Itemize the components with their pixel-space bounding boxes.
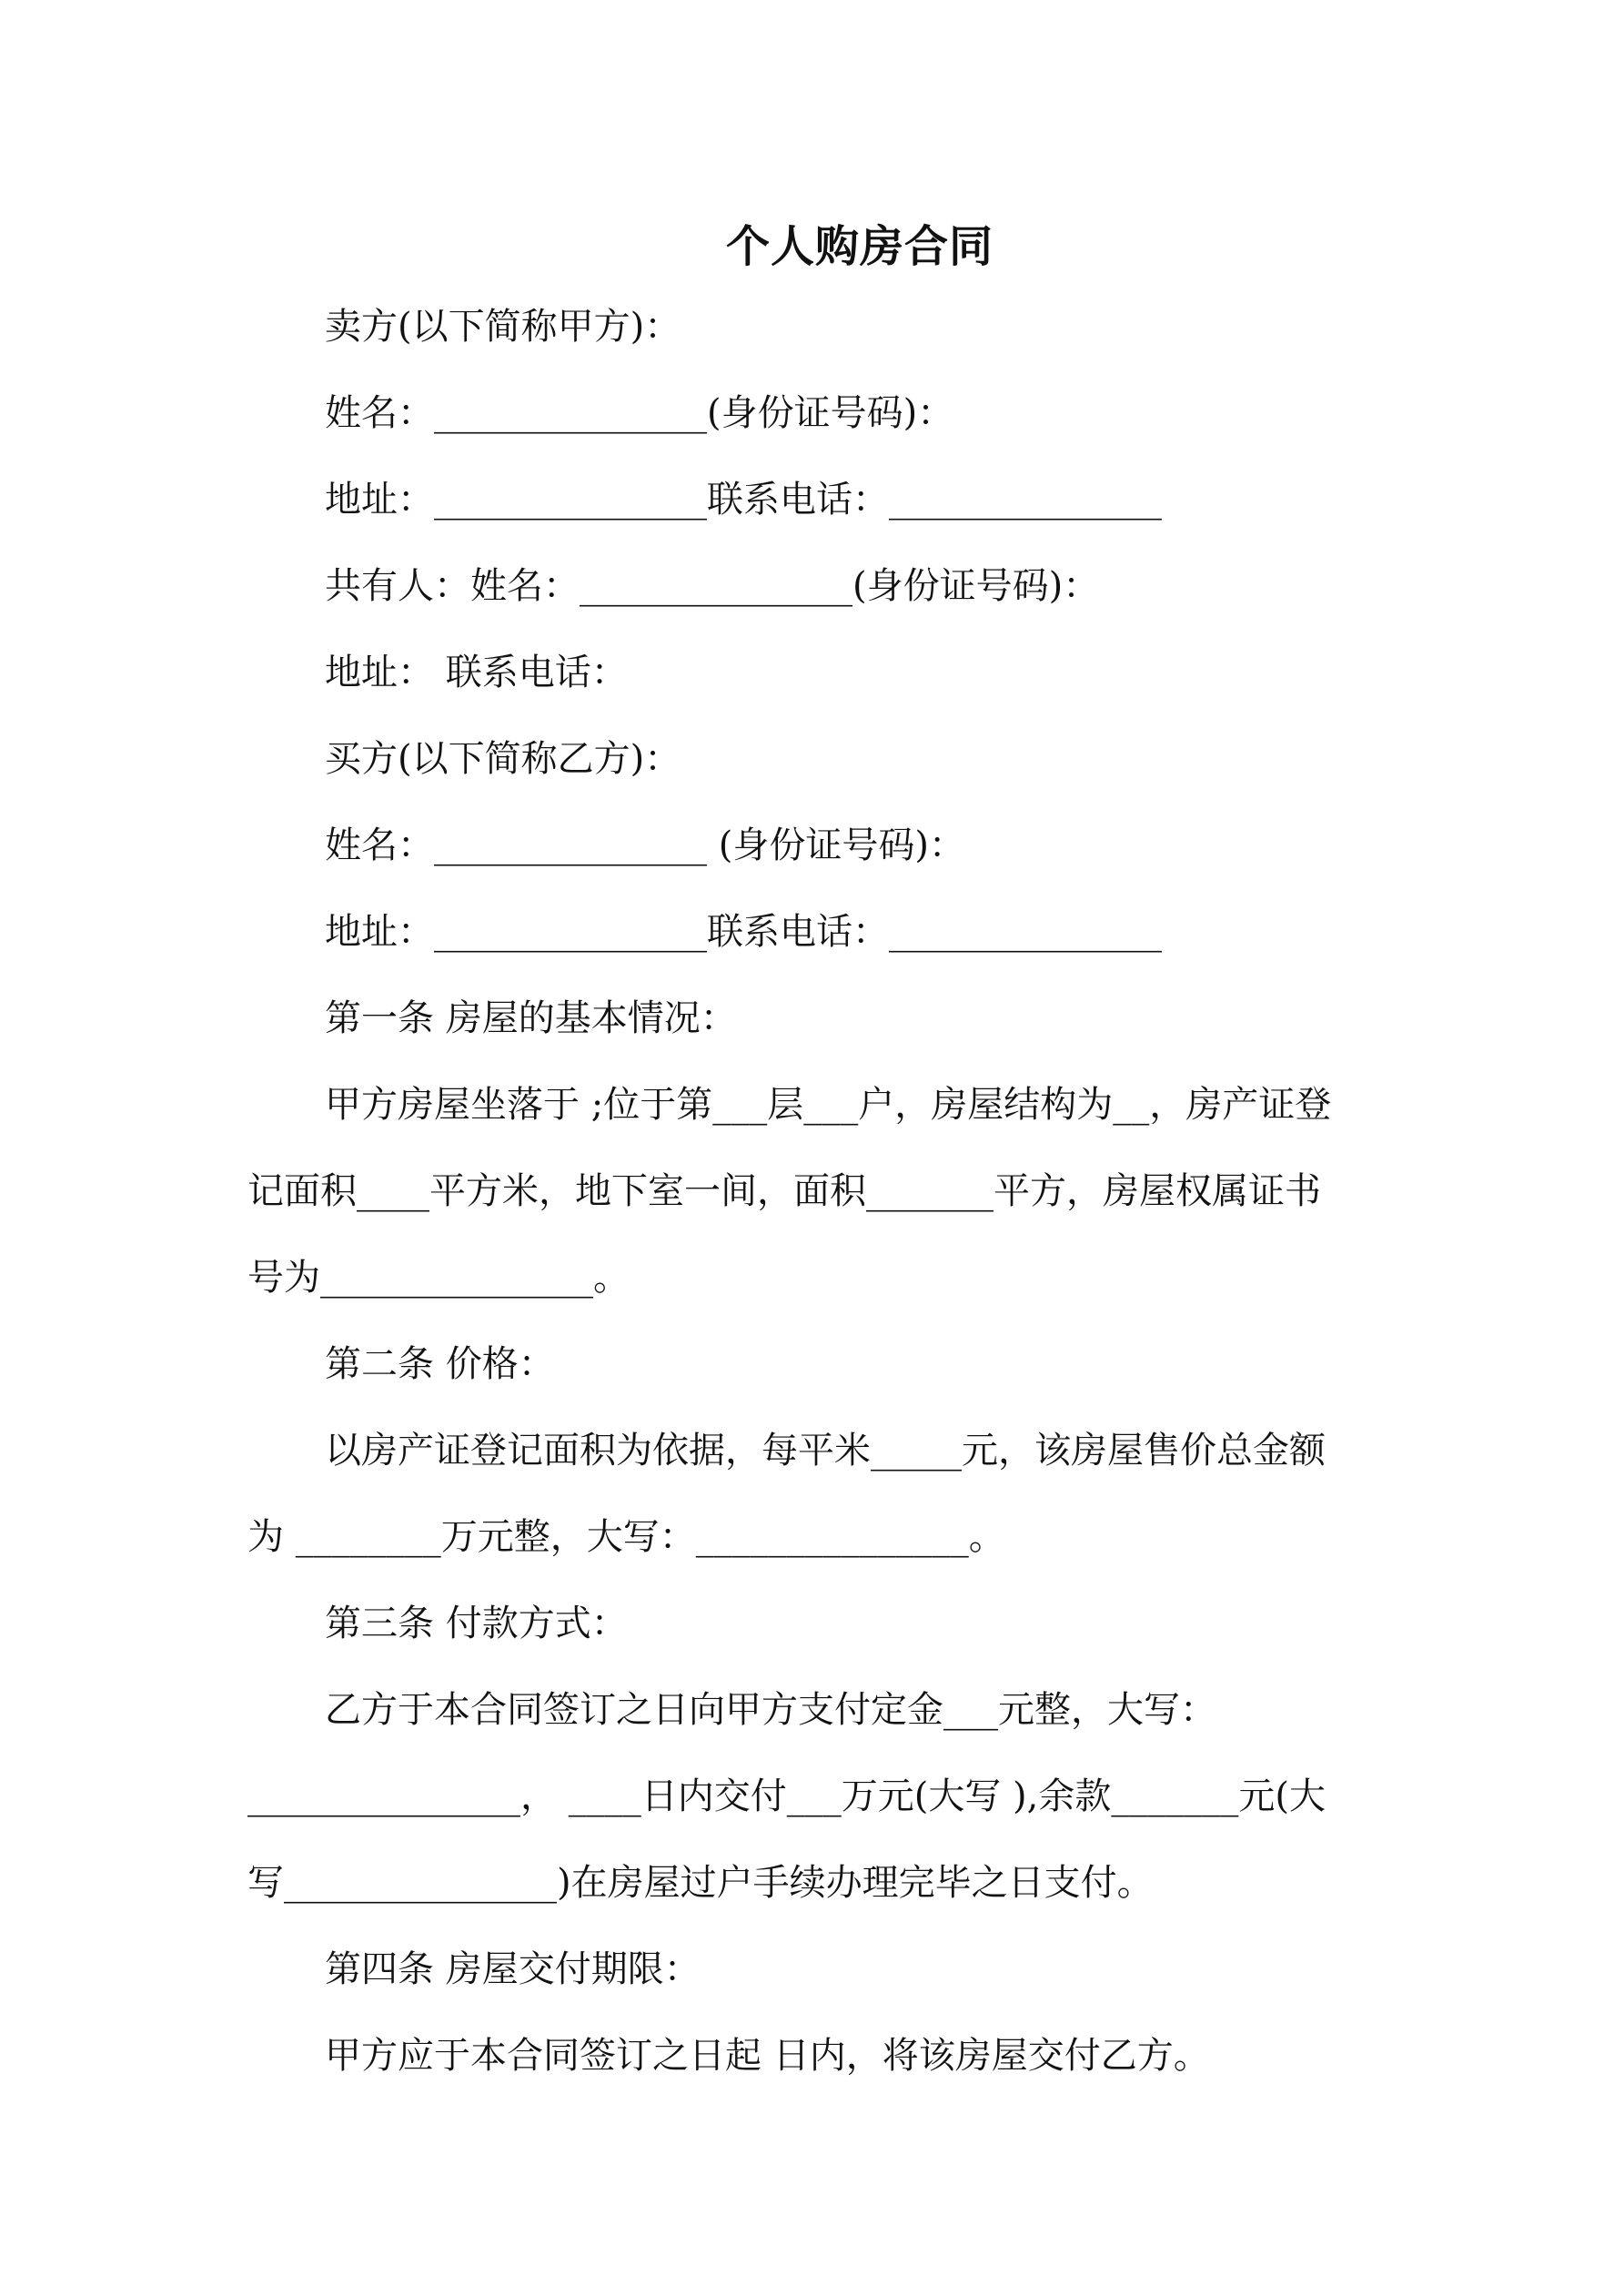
buyer-name-line: 姓名：_______________ (身份证号码)：: [325, 824, 965, 866]
article-1-text-2: 记面积____平方米，地下室一间，面积_______平方，房屋权属证书: [247, 1170, 1321, 1212]
seller-address-line: 地址：_______________联系电话：_______________: [325, 479, 1162, 521]
co-owner-address-line: 地址： 联系电话：: [325, 652, 628, 693]
article-3-paragraph-line-2: [247, 1775, 1387, 1818]
seller-name-line: 姓名：_______________(身份证号码)：: [325, 392, 954, 434]
article-1-paragraph-line-2: [247, 1169, 1387, 1213]
article-3-paragraph-line-3: 写_______________)在房屋过户手续办理完毕之日支付。: [247, 1862, 1154, 1904]
article-1-text-1: 甲方房屋坐落于 ;位于第___层___户，房屋结构为__，房产证登: [325, 1084, 1332, 1126]
article-1-paragraph-line-1: [325, 1083, 1387, 1127]
buyer-address-line: 地址：_______________联系电话：_______________: [325, 911, 1162, 953]
article-4-heading: 第四条 房屋交付期限：: [325, 1948, 701, 1990]
co-owner-name-line: 共有人：姓名：_______________(身份证号码)：: [325, 565, 1100, 607]
article-1-paragraph-line-3: 号为_______________。: [247, 1257, 630, 1299]
article-2-paragraph-line-1: [325, 1429, 1387, 1472]
seller-heading: 卖方(以下简称甲方)：: [325, 306, 681, 348]
article-2-paragraph-line-2: 为 ________万元整，大写：_______________。: [247, 1516, 1005, 1558]
document-title: 个人购房合同: [725, 221, 994, 272]
article-3-heading: 第三条 付款方式：: [325, 1603, 628, 1644]
article-3-paragraph-line-1: [325, 1688, 1387, 1732]
buyer-heading: 买方(以下简称乙方)：: [325, 738, 681, 780]
article-1-heading: 第一条 房屋的基本情况：: [325, 997, 737, 1039]
article-2-text-1: 以房产证登记面积为依据，每平米_____元，该房屋售价总金额: [325, 1430, 1326, 1472]
article-4-paragraph-line-1: 甲方应于本合同签订之日起 日内，将该房屋交付乙方。: [325, 2035, 1210, 2077]
article-2-heading: 第二条 价格：: [325, 1343, 555, 1385]
article-3-text-1: 乙方于本合同签订之日向甲方支付定金___元整，大写：: [325, 1689, 1216, 1731]
article-3-text-2: _______________， ____日内交付___万元(大写 ),余款_______元(大: [247, 1775, 1326, 1817]
